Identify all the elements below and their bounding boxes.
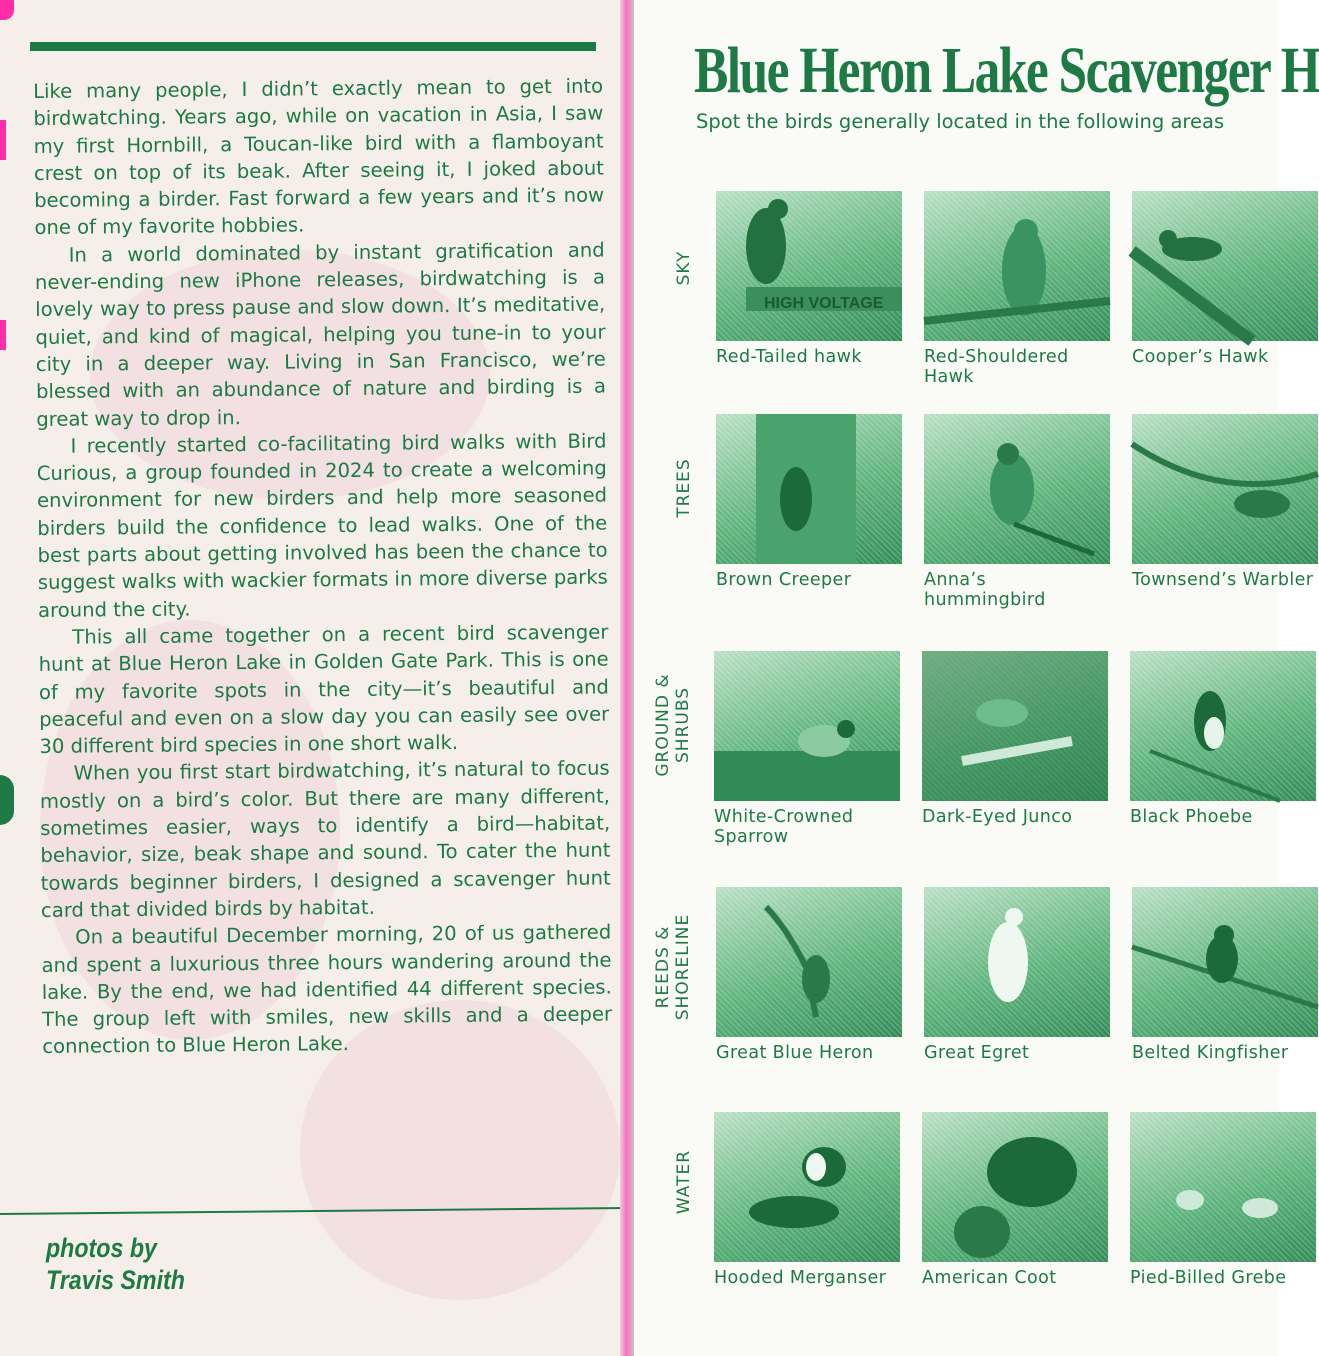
- bird-card: [924, 414, 1110, 610]
- bird-card: [714, 651, 900, 847]
- article-body: [33, 73, 612, 1061]
- phoebe-silhouette-icon: [1130, 651, 1316, 801]
- bird-name: American Coot: [922, 1268, 1057, 1288]
- bird-photo-coopers-hawk: [1132, 191, 1318, 341]
- bird-photo-white-crowned-sparrow: [714, 651, 900, 801]
- top-rule: [30, 42, 596, 51]
- bird-name: Pied-Billed Grebe: [1130, 1268, 1287, 1288]
- bird-photo-townsends-warbler: [1132, 414, 1318, 564]
- bird-photo-hooded-merganser: [714, 1112, 900, 1262]
- bird-name: Great Blue Heron: [716, 1043, 874, 1063]
- bird-card: [714, 1112, 900, 1288]
- hawk-silhouette-icon: [716, 191, 902, 341]
- article-paragraph: In a world dominated by instant gratification and never-ending new iPhone releases, birdwatching is a lovely way to press pause and slow down. It’s meditative, quiet, and kind of magical, helping you tune-in to your city in a deeper way. Living in San Francisco, we’re blessed with an abundance of nature and birding is a great way to drop in.: [34, 238, 607, 431]
- bird-name: White-Crowned Sparrow: [714, 807, 854, 847]
- article-page: [0, 0, 628, 1356]
- bird-name: Belted Kingfisher: [1132, 1043, 1289, 1063]
- egret-silhouette-icon: [924, 887, 1110, 1037]
- hawk-silhouette-icon: [1132, 191, 1318, 341]
- habitat-label-ground-shrubs: [653, 615, 693, 835]
- bird-name: Hooded Merganser: [714, 1268, 887, 1288]
- bird-name: Black Phoebe: [1130, 807, 1253, 827]
- habitat-label-trees: TREES: [674, 458, 694, 518]
- bird-card: [1132, 414, 1318, 590]
- bird-card: [1132, 887, 1318, 1063]
- junco-silhouette-icon: [922, 651, 1108, 801]
- bird-photo-red-tailed-hawk: [716, 191, 902, 341]
- pink-edge-mark: [0, 0, 14, 20]
- heron-silhouette-icon: [716, 887, 902, 1037]
- bird-photo-belted-kingfisher: [1132, 887, 1318, 1037]
- bird-name: Red-Shouldered Hawk: [924, 347, 1069, 387]
- bird-photo-dark-eyed-junco: [922, 651, 1108, 801]
- warbler-silhouette-icon: [1132, 414, 1318, 564]
- sign-text: HIGH VOLTAGE: [764, 295, 884, 312]
- bird-name: Cooper’s Hawk: [1132, 347, 1269, 367]
- article-paragraph: I recently started co-facilitating bird walks with Bird Curious, a group founded in 2024 to create a welcoming environment for new birders and help more seasoned birders build the confidence to lead walks. One of the best parts about getting involved has been the chance to suggest walks with wackier formats in more diverse parks around the city.: [36, 429, 608, 622]
- merganser-silhouette-icon: [714, 1112, 900, 1262]
- bird-card: [716, 887, 902, 1063]
- bird-card: [924, 887, 1110, 1063]
- bird-photo-brown-creeper: [716, 414, 902, 564]
- bird-photo-annas-hummingbird: [924, 414, 1110, 564]
- article-paragraph: Like many people, I didn’t exactly mean to get into birdwatching. Years ago, while on vacation in Asia, I saw my first Hornbill, a Toucan-like bird with a flamboyant crest on top of its beak. After seeing it, I joked about becoming a birder. Fast forward a few years and it’s now one of my favorite hobbies.: [33, 74, 605, 240]
- bird-card: [922, 1112, 1108, 1288]
- pink-edge-mark: [0, 320, 6, 350]
- bird-name: Brown Creeper: [716, 570, 852, 590]
- bird-photo-pied-billed-grebe: [1130, 1112, 1316, 1262]
- bird-card: [1132, 191, 1318, 367]
- bird-name: Townsend’s Warbler: [1132, 570, 1314, 590]
- card-subtitle: Spot the birds generally located in the following areas: [696, 110, 1225, 133]
- bird-name: Dark-Eyed Junco: [922, 807, 1073, 827]
- bird-card: [1130, 1112, 1316, 1288]
- bird-name: Anna’s hummingbird: [924, 570, 1046, 610]
- habitat-label-water: WATER: [674, 1149, 694, 1215]
- creeper-silhouette-icon: [716, 414, 902, 564]
- bird-photo-great-egret: [924, 887, 1110, 1037]
- bird-photo-great-blue-heron: [716, 887, 902, 1037]
- bird-card: [922, 651, 1108, 827]
- card-title: Blue Heron Lake Scavenger H: [694, 34, 1319, 107]
- photo-credit-line: photos by: [46, 1233, 157, 1263]
- hawk-silhouette-icon: [924, 191, 1110, 341]
- bird-photo-red-shouldered-hawk: [924, 191, 1110, 341]
- habitat-label-sky: SKY: [674, 250, 694, 286]
- page-gutter: [620, 0, 634, 1356]
- sparrow-silhouette-icon: [714, 651, 900, 801]
- bird-card: [1130, 651, 1316, 827]
- bird-card: [716, 414, 902, 590]
- bird-name: Red-Tailed hawk: [716, 347, 862, 367]
- bird-photo-american-coot: [922, 1112, 1108, 1262]
- habitat-label-reeds-shoreline: [653, 857, 693, 1077]
- article-paragraph: When you first start birdwatching, it’s natural to focus mostly on a bird’s color. But there are many different, sometimes easier, ways to identify a bird—habitat, behavior, size, beak shape and sound. To cater the hunt towards beginner birders, I designed a scavenger hunt card that divided birds by habitat.: [39, 756, 611, 922]
- bird-name: Great Egret: [924, 1043, 1030, 1063]
- photographer-name: Travis Smith: [46, 1265, 185, 1295]
- pink-edge-mark: [0, 120, 6, 160]
- bird-card: [716, 191, 902, 367]
- grebe-silhouette-icon: [1130, 1112, 1316, 1262]
- green-edge-mark: [0, 775, 14, 825]
- hummingbird-silhouette-icon: [924, 414, 1110, 564]
- kingfisher-silhouette-icon: [1132, 887, 1318, 1037]
- bird-photo-black-phoebe: [1130, 651, 1316, 801]
- scavenger-card-page: [634, 0, 1319, 1356]
- photo-credit: [46, 1232, 185, 1296]
- bird-card: [924, 191, 1110, 387]
- article-paragraph: This all came together on a recent bird scavenger hunt at Blue Heron Lake in Golden Gate Park. This is one of my favorite spots in the city—it’s beautiful and peaceful and even on a slow day you can easily see over 30 different bird species in one short walk.: [38, 620, 610, 759]
- coot-silhouette-icon: [922, 1112, 1108, 1262]
- habitat-label-text: REEDS & SHORELINE: [653, 913, 693, 1021]
- habitat-label-text: GROUND & SHRUBS: [653, 673, 693, 777]
- article-paragraph: On a beautiful December morning, 20 of us gathered and spent a luxurious three hours wandering around the lake. By the end, we had identified 44 different species. The group left with smiles, new skills and a deeper connection to Blue Heron Lake.: [41, 920, 613, 1059]
